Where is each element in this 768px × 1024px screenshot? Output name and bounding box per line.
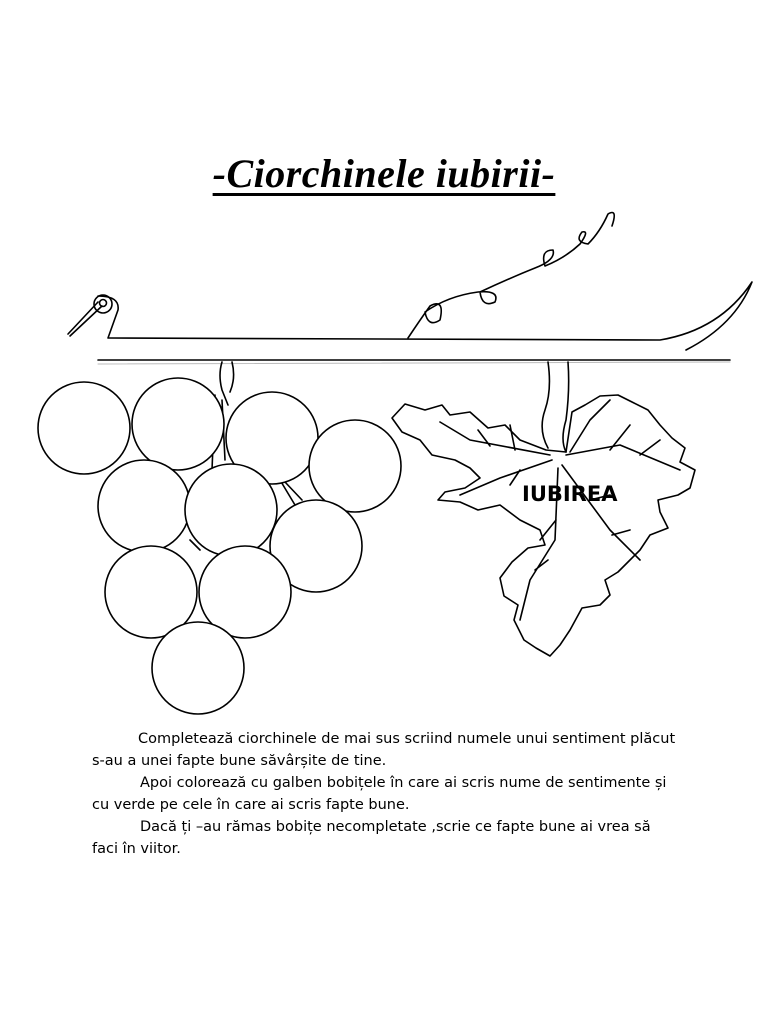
instruction-paragraph (92, 772, 702, 816)
instruction-paragraph (92, 816, 702, 860)
instruction-line: Completează ciorchinele de mai sus scriind numele unui sentiment plăcut (138, 731, 676, 747)
grape-berries (38, 378, 401, 714)
instruction-line: s-au a unei fapte bune săvârșite de tine. (92, 753, 387, 769)
grape-berry[interactable] (98, 460, 190, 552)
instruction-line: Dacă ți –au rămas bobițe necompletate ,scrie ce fapte bune ai vrea să (140, 819, 651, 835)
instruction-line: faci în viitor. (92, 841, 181, 857)
grape-berry[interactable] (132, 378, 224, 470)
grape-berry[interactable] (185, 464, 277, 556)
instruction-line: Apoi colorează cu galben bobițele în care ai scris nume de sentimente și (140, 775, 667, 791)
grape-berry[interactable] (152, 622, 244, 714)
instructions-text (92, 728, 702, 860)
vine-branch (68, 282, 752, 364)
vine-tendril (408, 213, 614, 339)
worksheet-title: -Ciorchinele iubirii- (212, 151, 556, 196)
grape-berry[interactable] (309, 420, 401, 512)
leaf-label: IUBIREA (522, 482, 618, 506)
grape-berry[interactable] (38, 382, 130, 474)
instruction-line: cu verde pe cele în care ai scris fapte bune. (92, 797, 410, 813)
instruction-paragraph (92, 728, 702, 772)
